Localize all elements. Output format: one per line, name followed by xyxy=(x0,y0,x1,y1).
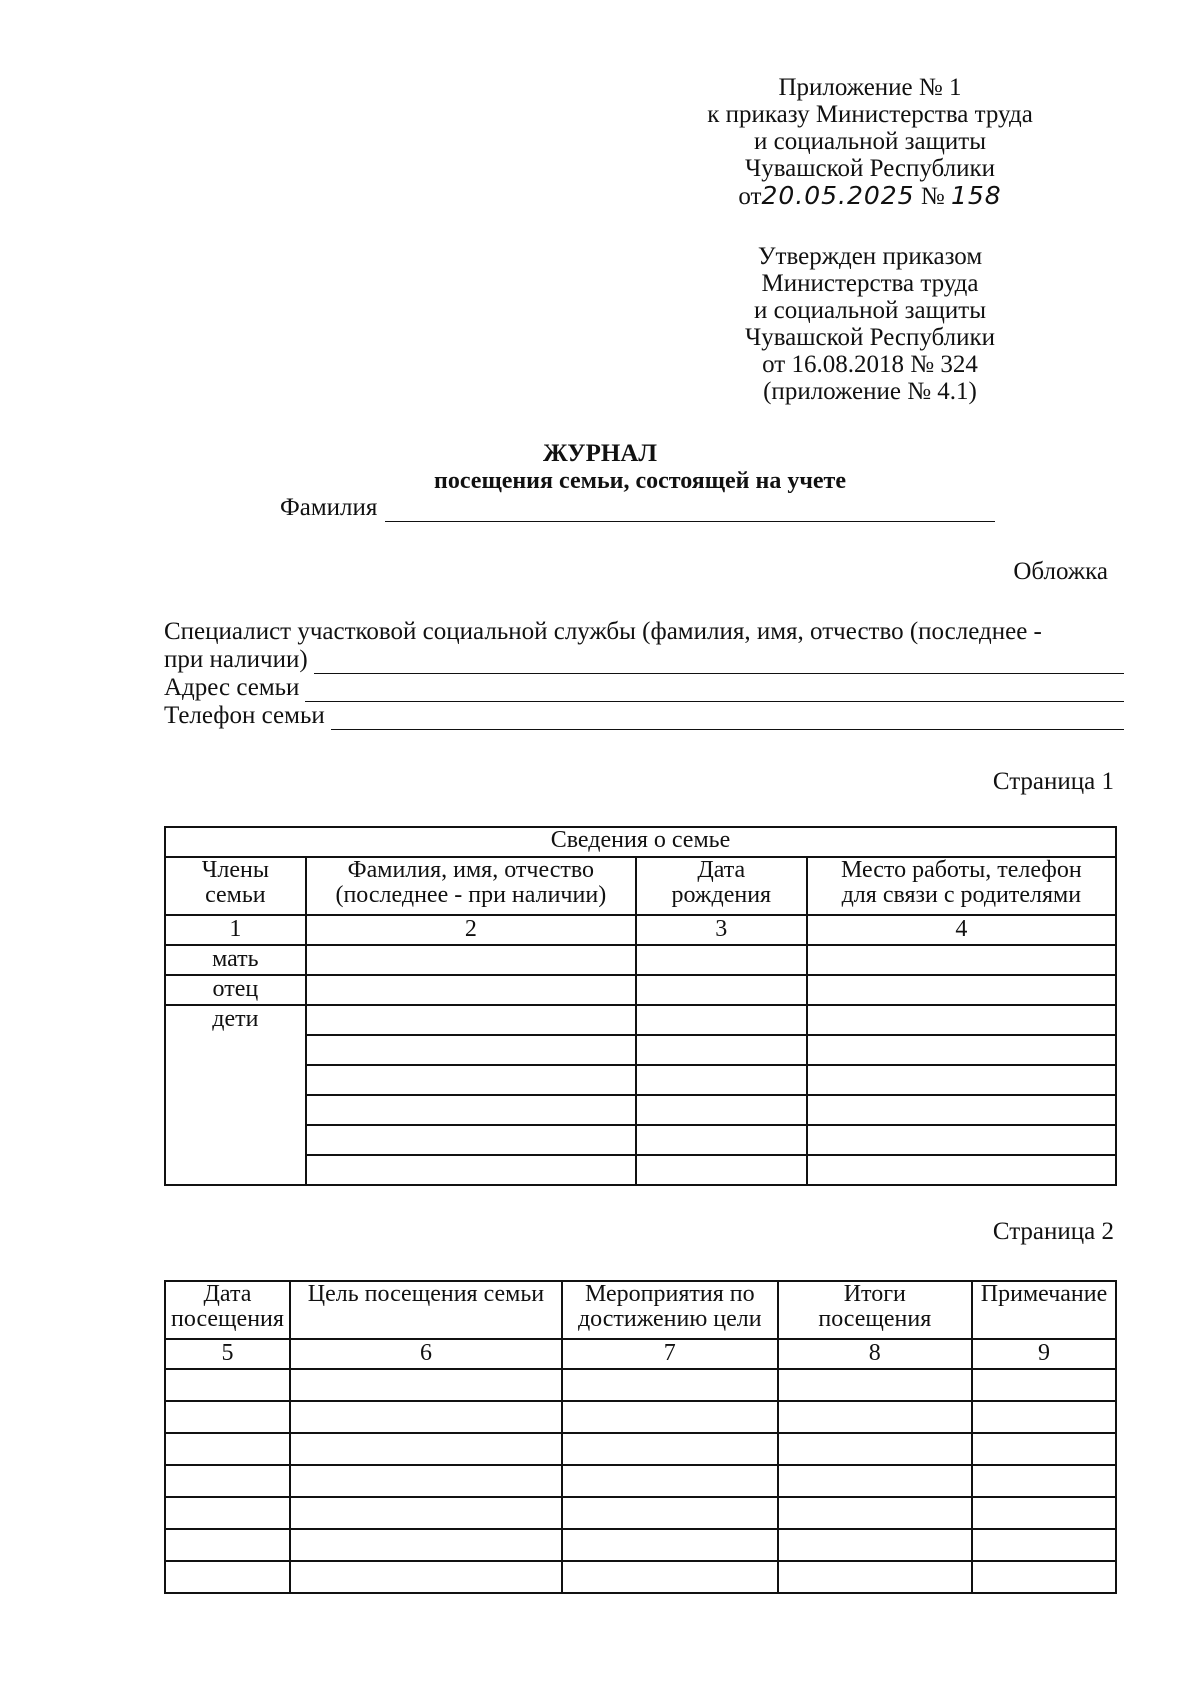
input-cell[interactable] xyxy=(972,1561,1116,1593)
column-number: 4 xyxy=(807,915,1116,945)
input-cell[interactable] xyxy=(972,1401,1116,1433)
column-number: 1 xyxy=(165,915,306,945)
journal-title: ЖУРНАЛ xyxy=(542,440,658,467)
input-cell[interactable] xyxy=(562,1529,778,1561)
table-row xyxy=(165,1369,1116,1401)
column-number: 6 xyxy=(290,1339,562,1369)
input-cell[interactable] xyxy=(807,1155,1116,1185)
input-cell[interactable] xyxy=(807,1035,1116,1065)
input-cell[interactable] xyxy=(807,1005,1116,1035)
input-cell[interactable] xyxy=(290,1561,562,1593)
column-header: Примечание xyxy=(972,1281,1116,1339)
input-cell[interactable] xyxy=(778,1465,973,1497)
address-row xyxy=(164,674,1124,702)
appendix-line: к приказу Министерства труда xyxy=(707,101,1033,128)
input-cell[interactable] xyxy=(972,1529,1116,1561)
input-cell[interactable] xyxy=(636,1125,807,1155)
page-1-label: Страница 1 xyxy=(992,768,1114,795)
handwritten-number: 158 xyxy=(950,181,1002,210)
table-row xyxy=(165,1497,1116,1529)
input-cell[interactable] xyxy=(636,1065,807,1095)
input-cell[interactable] xyxy=(807,945,1116,975)
address-label: Адрес семьи xyxy=(164,674,300,701)
phone-row xyxy=(164,702,1124,730)
surname-row xyxy=(280,494,995,522)
input-cell[interactable] xyxy=(972,1433,1116,1465)
input-cell[interactable] xyxy=(165,1561,290,1593)
input-cell[interactable] xyxy=(972,1369,1116,1401)
approved-line: Утвержден приказом xyxy=(757,243,983,270)
input-cell[interactable] xyxy=(562,1401,778,1433)
input-cell[interactable] xyxy=(562,1561,778,1593)
column-header: Члены семьи xyxy=(165,857,306,915)
input-cell[interactable] xyxy=(290,1465,562,1497)
appendix-line: Приложение № 1 xyxy=(778,74,962,101)
column-header: Место работы, телефон для связи с родителями xyxy=(807,857,1116,915)
input-cell[interactable] xyxy=(778,1497,973,1529)
input-cell[interactable] xyxy=(306,1005,636,1035)
date-prefix: от xyxy=(738,183,762,210)
approved-line: Чувашской Республики xyxy=(744,324,996,351)
appendix-line: и социальной защиты xyxy=(753,128,986,155)
input-cell[interactable] xyxy=(306,1065,636,1095)
column-number: 7 xyxy=(562,1339,778,1369)
table-row xyxy=(165,1465,1116,1497)
column-header: Дата посещения xyxy=(165,1281,290,1339)
table-row xyxy=(165,975,1116,1005)
input-cell[interactable] xyxy=(165,1497,290,1529)
input-cell[interactable] xyxy=(636,1005,807,1035)
approved-line: (приложение № 4.1) xyxy=(763,378,977,405)
member-cell: мать xyxy=(165,945,306,975)
input-cell[interactable] xyxy=(306,945,636,975)
specialist-field[interactable] xyxy=(314,651,1124,674)
page-2-label: Страница 2 xyxy=(992,1218,1114,1245)
phone-label: Телефон семьи xyxy=(164,702,325,729)
input-cell[interactable] xyxy=(636,975,807,1005)
approved-line: Министерства труда xyxy=(761,270,979,297)
input-cell[interactable] xyxy=(290,1433,562,1465)
address-field[interactable] xyxy=(305,679,1124,702)
input-cell[interactable] xyxy=(306,975,636,1005)
input-cell[interactable] xyxy=(290,1401,562,1433)
member-cell: дети xyxy=(165,1005,306,1185)
table-row xyxy=(165,945,1116,975)
approved-line: от 16.08.2018 № 324 xyxy=(762,351,978,378)
column-header: Мероприятия по достижению цели xyxy=(562,1281,778,1339)
input-cell[interactable] xyxy=(290,1497,562,1529)
input-cell[interactable] xyxy=(306,1125,636,1155)
member-cell: отец xyxy=(165,975,306,1005)
input-cell[interactable] xyxy=(562,1433,778,1465)
input-cell[interactable] xyxy=(306,1155,636,1185)
input-cell[interactable] xyxy=(165,1369,290,1401)
specialist-block xyxy=(164,618,1124,730)
table-row xyxy=(165,1005,1116,1035)
approved-block xyxy=(690,243,1050,405)
input-cell[interactable] xyxy=(636,1095,807,1125)
number-prefix: № xyxy=(920,183,945,210)
input-cell[interactable] xyxy=(165,1401,290,1433)
input-cell[interactable] xyxy=(306,1095,636,1125)
column-header: Цель посещения семьи xyxy=(290,1281,562,1339)
input-cell[interactable] xyxy=(807,975,1116,1005)
input-cell[interactable] xyxy=(562,1465,778,1497)
table-row xyxy=(165,1401,1116,1433)
input-cell[interactable] xyxy=(778,1529,973,1561)
input-cell[interactable] xyxy=(636,1035,807,1065)
journal-subtitle: посещения семьи, состоящей на учете xyxy=(434,468,846,494)
input-cell[interactable] xyxy=(807,1065,1116,1095)
input-cell[interactable] xyxy=(636,945,807,975)
family-info-table xyxy=(164,826,1117,1186)
table-row xyxy=(165,1155,1116,1185)
input-cell[interactable] xyxy=(290,1369,562,1401)
appendix-line: Чувашской Республики xyxy=(744,155,996,182)
column-number: 3 xyxy=(636,915,807,945)
surname-field[interactable] xyxy=(385,499,995,522)
input-cell[interactable] xyxy=(562,1497,778,1529)
column-number: 9 xyxy=(972,1339,1116,1369)
specialist-line-2 xyxy=(164,646,1124,674)
appendix-block xyxy=(640,74,1100,210)
column-number: 8 xyxy=(778,1339,973,1369)
input-cell[interactable] xyxy=(972,1465,1116,1497)
input-cell[interactable] xyxy=(778,1433,973,1465)
column-header: Итоги посещения xyxy=(778,1281,973,1339)
handwritten-date: 20.05.2025 xyxy=(761,181,915,210)
table-row xyxy=(165,1035,1116,1065)
column-number: 2 xyxy=(306,915,636,945)
approved-line: и социальной защиты xyxy=(753,297,986,324)
table-row xyxy=(165,1529,1116,1561)
table-row xyxy=(165,1095,1116,1125)
column-header: Фамилия, имя, отчество (последнее - при наличии) xyxy=(306,857,636,915)
input-cell[interactable] xyxy=(165,1529,290,1561)
table-row xyxy=(165,1125,1116,1155)
input-cell[interactable] xyxy=(778,1401,973,1433)
input-cell[interactable] xyxy=(636,1155,807,1185)
input-cell[interactable] xyxy=(306,1035,636,1065)
cover-label: Обложка xyxy=(1013,558,1108,585)
input-cell[interactable] xyxy=(807,1125,1116,1155)
table-row xyxy=(165,1561,1116,1593)
appendix-date-line xyxy=(640,182,1100,210)
input-cell[interactable] xyxy=(972,1497,1116,1529)
table-row xyxy=(165,1065,1116,1095)
input-cell[interactable] xyxy=(290,1529,562,1561)
specialist-label-cont: при наличии) xyxy=(164,646,308,673)
phone-field[interactable] xyxy=(331,707,1124,730)
input-cell[interactable] xyxy=(807,1095,1116,1125)
visits-table xyxy=(164,1280,1117,1594)
family-table-title: Сведения о семье xyxy=(165,827,1116,857)
input-cell[interactable] xyxy=(165,1433,290,1465)
table-row xyxy=(165,1433,1116,1465)
input-cell[interactable] xyxy=(562,1369,778,1401)
surname-label: Фамилия xyxy=(280,494,378,521)
column-number: 5 xyxy=(165,1339,290,1369)
column-header: Дата рождения xyxy=(636,857,807,915)
input-cell[interactable] xyxy=(778,1369,973,1401)
input-cell[interactable] xyxy=(778,1561,973,1593)
specialist-line-1 xyxy=(164,618,1124,646)
input-cell[interactable] xyxy=(165,1465,290,1497)
specialist-label: Специалист участковой социальной службы (фамилия, имя, отчество (последнее - xyxy=(164,618,1042,645)
